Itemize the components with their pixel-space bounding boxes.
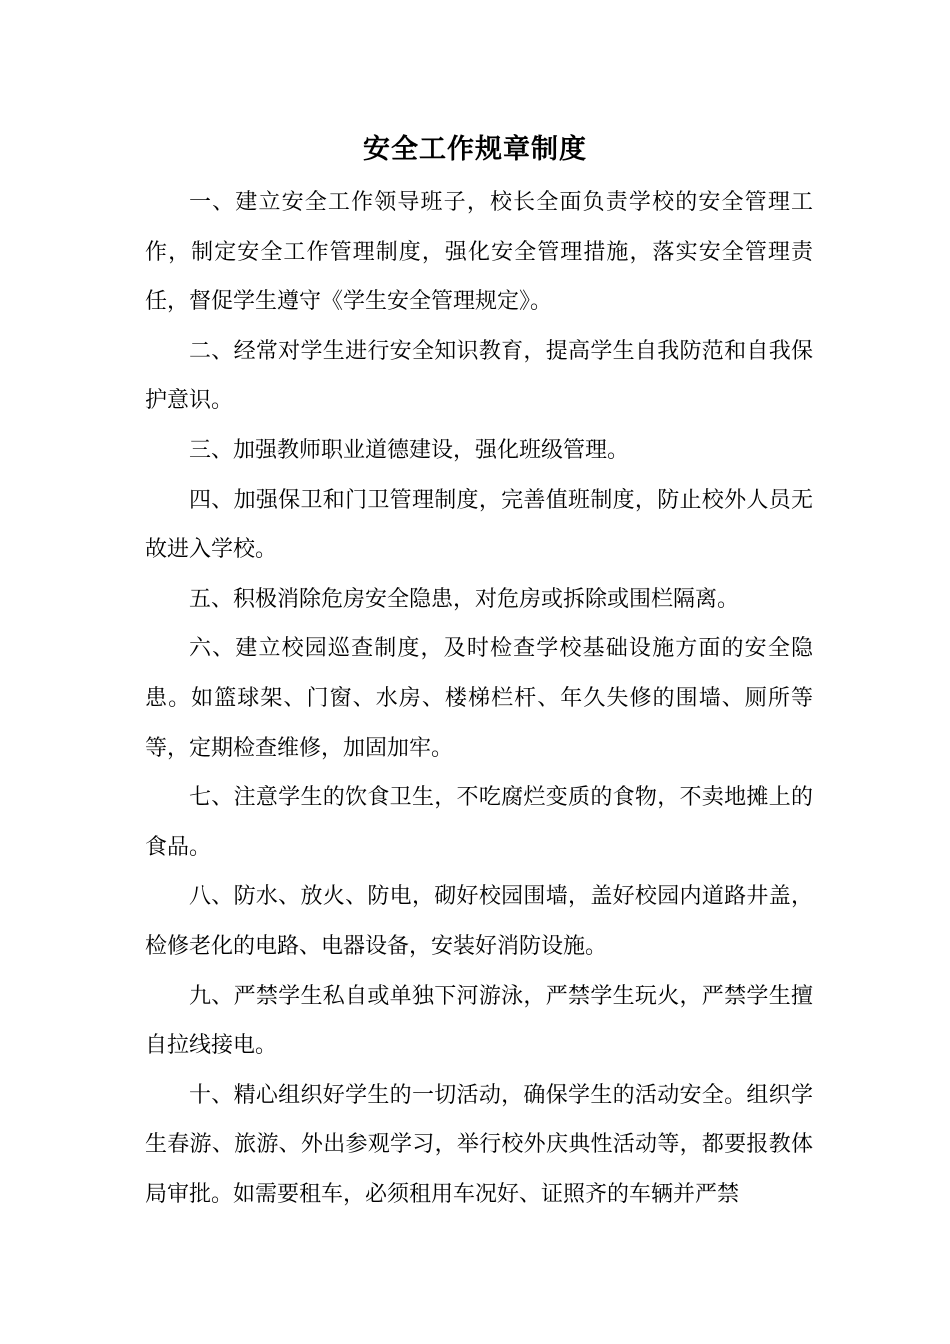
paragraph-8: 八、防水、放火、防电，砌好校园围墙，盖好校园内道路井盖，检修老化的电路、电器设备，安装好消防设施。 [145,884,813,959]
document-body [145,178,813,1219]
paragraph-1: 一、建立安全工作领导班子，校长全面负责学校的安全管理工作，制定安全工作管理制度，强化安全管理措施，落实安全管理责任，督促学生遵守《学生安全管理规定》。 [145,190,813,315]
paragraph-5: 五、积极消除危房安全隐患，对危房或拆除或围栏隔离。 [189,586,740,612]
paragraph-6: 六、建立校园巡查制度，及时检查学校基础设施方面的安全隐患。如篮球架、门窗、水房、楼梯栏杆、年久失修的围墙、厕所等等，定期检查维修，加固加牢。 [145,636,813,761]
paragraph-4: 四、加强保卫和门卫管理制度，完善值班制度，防止校外人员无故进入学校。 [145,487,813,563]
paragraph-7: 七、注意学生的饮食卫生，不吃腐烂变质的食物，不卖地摊上的食品。 [145,785,813,860]
paragraph-10: 十、精心组织好学生的一切活动，确保学生的活动安全。组织学生春游、旅游、外出参观学习，举行校外庆典性活动等，都要报教体局审批。如需要租车，必须租用车况好、证照齐的车辆并严禁 [145,1082,813,1207]
paragraph-9: 九、严禁学生私自或单独下河游泳，严禁学生玩火，严禁学生擅自拉线接电。 [145,983,813,1059]
document-title: 安全工作规章制度 [363,134,587,165]
paragraph-3: 三、加强教师职业道德建设，强化班级管理。 [189,437,630,463]
paragraph-2: 二、经常对学生进行安全知识教育，提高学生自我防范和自我保护意识。 [145,338,813,414]
